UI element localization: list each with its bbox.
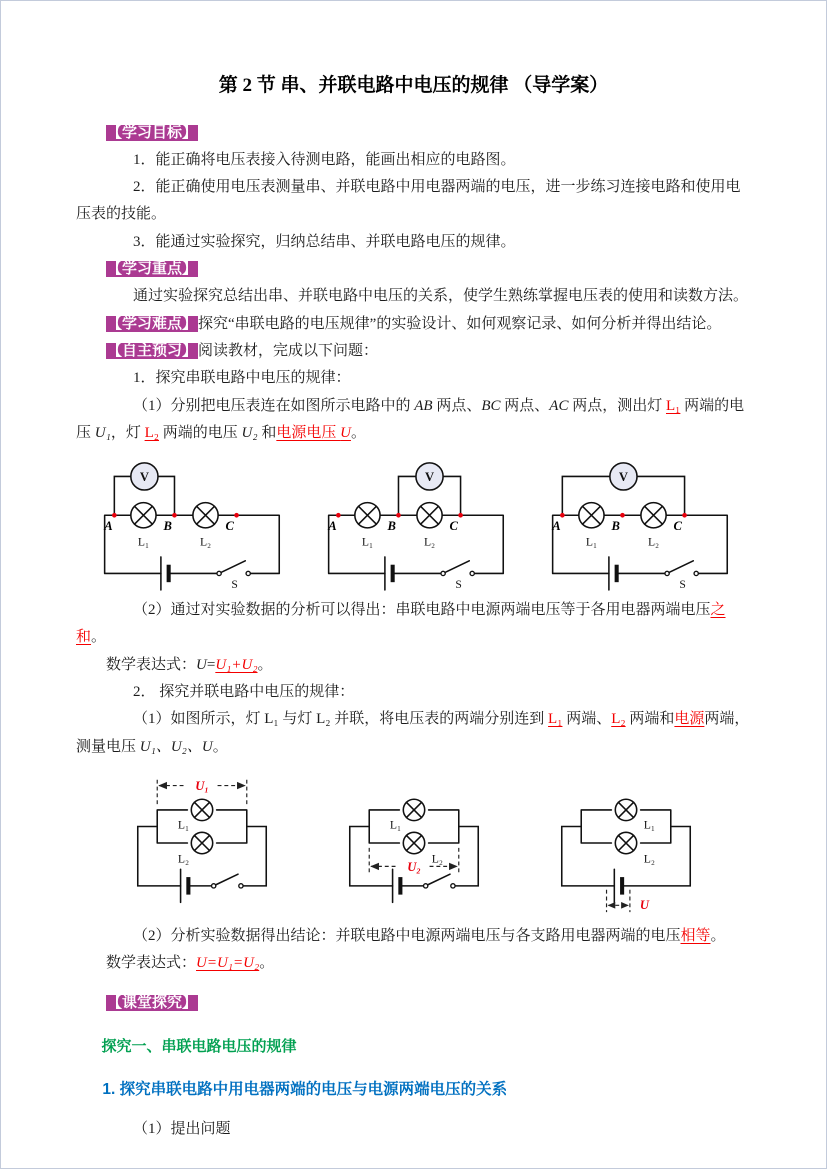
var-ab: AB [414, 397, 433, 414]
text-run: （2）通过对实验数据的分析可以得出：串联电路中电源两端电压等于各用电器两端电压 [133, 602, 711, 619]
difficult-header: 【学习难点】 [107, 315, 198, 332]
parallel-circuit-diagram-u [548, 771, 704, 917]
point-c-dot [234, 513, 239, 518]
lamp-l1-label: L₁ [585, 535, 597, 549]
switch-label: S [678, 578, 686, 592]
goal-item-1: 1．能正确将电压表接入待测电路，能画出相应的电路图。 [133, 151, 516, 168]
text-run: （2）分析实验数据得出结论：并联电路中电源两端电压与各支路用电器两端的电压 [133, 927, 681, 944]
battery-symbol [180, 869, 188, 902]
parallel-circuit-diagram-u1 [124, 771, 280, 917]
text-run: 。 [257, 656, 273, 673]
lamp-l1-label: L₁ [389, 818, 401, 832]
series-heading: 1．探究串联电路中电压的规律： [133, 370, 351, 387]
point-a-dot [336, 513, 341, 518]
answer-l1-ends: L₁ [548, 711, 563, 728]
explore-one-heading: 探究一、串联电路电压的规律 [101, 1037, 297, 1055]
classroom-header-line [76, 990, 751, 1017]
parallel-circuit-figures [76, 771, 751, 917]
switch-symbol [423, 874, 455, 888]
goal-item-2: 2．能正确使用电压表测量串、并联电路中用电器两端的电压，进一步练习连接电路和使用电压表的技能。 [76, 179, 741, 223]
lamp-symbol-l1 [403, 799, 424, 820]
svg-text:V: V [424, 469, 434, 484]
var-u1: U₁ [94, 424, 111, 441]
arrowhead-right [621, 902, 629, 909]
question-prompt: （1）提出问题 [133, 1121, 231, 1138]
parallel-circuit-diagram-u2 [336, 771, 492, 917]
parallel-formula [76, 950, 751, 977]
var-bc: BC [481, 397, 501, 414]
u-label: U [639, 898, 649, 913]
point-b-label: B [162, 518, 172, 533]
point-b-dot [172, 513, 177, 518]
lamp-symbol-l2 [416, 503, 441, 528]
preview-line [76, 338, 751, 365]
point-a-dot [560, 513, 565, 518]
series-circuit-figures [76, 455, 751, 591]
text-run: 两端，测量电压 [76, 711, 750, 755]
classroom-header: 【课堂探究】 [107, 994, 198, 1011]
key-text: 通过实验探究总结出串、并联电路中电压的关系，使学生熟练掌握电压表的使用和读数方法。 [133, 288, 749, 305]
series-circuit-diagram-bc [317, 455, 511, 591]
series-formula [76, 652, 751, 679]
lamp-symbol-l1 [354, 503, 379, 528]
circuit-wires [552, 515, 727, 573]
circuit-wires [328, 515, 503, 573]
parallel-step1-text [76, 706, 751, 761]
point-a-label: A [327, 518, 337, 533]
text-run: 和 [257, 424, 277, 441]
arrowhead-right [237, 782, 246, 789]
text-run: 数学表达式： [106, 656, 197, 673]
text-run: 两端和 [625, 711, 675, 728]
point-b-dot [620, 513, 625, 518]
series-step1-text [76, 393, 751, 448]
point-c-dot [682, 513, 687, 518]
switch-symbol [664, 561, 697, 576]
answer-l2: L₂ [144, 424, 159, 441]
lamp-symbol-l2 [191, 832, 212, 853]
var-ac: AC [549, 397, 569, 414]
difficult-line [76, 311, 751, 338]
answer-source: 电源 [674, 711, 705, 728]
var-u2: U₂ [241, 424, 258, 441]
goal-item-3: 3．能通过实验探究，归纳总结串、并联电路电压的规律。 [133, 233, 516, 250]
u2-label: U₂ [406, 859, 421, 874]
battery-symbol [160, 557, 168, 590]
text-run: 两点、 [432, 397, 482, 414]
goals-header-line [76, 120, 751, 147]
battery-symbol [384, 557, 392, 590]
u-measurement [606, 890, 649, 912]
svg-text:V: V [618, 469, 628, 484]
lamp-l2-label: L₂ [199, 535, 211, 549]
lamp-symbol-l1 [615, 799, 636, 820]
parallel-conclusion [76, 923, 751, 950]
preview-header: 【自主预习】 [107, 342, 198, 359]
lamp-symbol-l1 [130, 503, 155, 528]
arrowhead-left [607, 902, 615, 909]
lamp-symbol-l2 [640, 503, 665, 528]
answer-u1-plus-u2: U₁+U₂ [215, 656, 258, 673]
lamp-symbol-l2 [192, 503, 217, 528]
text-run: （1）如图所示，灯 L₁ 与灯 L₂ 并联，将电压表的两端分别连到 [133, 711, 549, 728]
point-a-dot [112, 513, 117, 518]
text-run: 。 [212, 738, 228, 755]
text-run: ，灯 [110, 424, 145, 441]
point-c-label: C [449, 518, 458, 533]
explore-sub-heading: 1. 探究串联电路中用电器两端的电压与电源两端电压的关系 [102, 1081, 508, 1099]
point-b-label: B [386, 518, 396, 533]
point-c-label: C [673, 518, 682, 533]
switch-symbol [211, 874, 243, 888]
lamp-symbol-l2 [615, 832, 636, 853]
preview-text: 阅读教材，完成以下问题： [198, 342, 379, 359]
point-a-label: A [103, 518, 113, 533]
arrowhead-left [158, 782, 167, 789]
text-run: 。 [259, 955, 275, 972]
switch-symbol [440, 561, 473, 576]
var-u1-u2-u: U₁、U₂、U [139, 738, 213, 755]
switch-symbol [216, 561, 249, 576]
text-run: = [206, 656, 216, 673]
series-conclusion [76, 597, 751, 652]
page-title: 第 2 节 串、并联电路中电压的规律 （导学案） [218, 75, 609, 96]
lamp-symbol-l1 [578, 503, 603, 528]
text-run: 数学表达式： [106, 955, 197, 972]
lamp-l2-label: L₂ [643, 852, 655, 866]
goals-header: 【学习目标】 [107, 124, 198, 141]
lamp-l2-label: L₂ [177, 852, 189, 866]
battery-symbol [392, 869, 400, 902]
key-header-line [76, 256, 751, 283]
lamp-l1-label: L₁ [177, 818, 189, 832]
text-run: 。 [91, 629, 107, 646]
arrowhead-left [370, 863, 379, 870]
text-run: 两端的电压 [159, 424, 242, 441]
lamp-l1-label: L₁ [137, 535, 149, 549]
var-u: U [196, 656, 207, 673]
answer-u-equals: U=U₁=U₂ [196, 955, 260, 972]
lamp-l2-label: L₂ [647, 535, 659, 549]
point-b-label: B [610, 518, 620, 533]
u1-label: U₁ [194, 778, 209, 793]
answer-l2-ends: L₂ [611, 711, 626, 728]
point-c-dot [458, 513, 463, 518]
answer-equal: 相等 [680, 927, 711, 944]
difficult-text: 探究“串联电路的电压规律”的实验设计、如何观察记录、如何分析并得出结论。 [198, 315, 722, 332]
lamp-l1-label: L₁ [643, 818, 655, 832]
text-run: 两点，测出灯 [568, 397, 666, 414]
text-run: 两端、 [562, 711, 612, 728]
answer-u: U [340, 424, 351, 441]
lamp-l1-label: L₁ [361, 535, 373, 549]
arrowhead-right [449, 863, 458, 870]
text-run: 两端的电压 [76, 397, 745, 441]
text-run: 。 [710, 927, 726, 944]
answer-l1: L₁ [665, 397, 681, 414]
series-circuit-diagram-ac [541, 455, 735, 591]
text-run: （1）分别把电压表连在如图所示电路中的 [133, 397, 415, 414]
switch-label: S [230, 578, 238, 592]
lamp-symbol-l1 [191, 799, 212, 820]
point-a-label: A [551, 518, 561, 533]
parallel-heading: 2． 探究并联电路中电压的规律： [133, 684, 355, 701]
lamp-l2-label: L₂ [431, 852, 443, 866]
lamp-symbol-l2 [403, 832, 424, 853]
text-run: 。 [350, 424, 366, 441]
circuit-wires [104, 515, 279, 573]
answer-source-voltage: 电源电压 [276, 424, 341, 441]
answer-sum: 之和 [76, 602, 726, 646]
point-c-label: C [225, 518, 234, 533]
battery-symbol [608, 557, 616, 590]
svg-text:V: V [139, 469, 149, 484]
point-b-dot [396, 513, 401, 518]
key-header: 【学习重点】 [107, 261, 198, 278]
switch-label: S [454, 578, 462, 592]
text-run: 两点、 [500, 397, 550, 414]
series-circuit-diagram-ab [93, 455, 287, 591]
lamp-l2-label: L₂ [423, 535, 435, 549]
battery-symbol [614, 869, 622, 902]
